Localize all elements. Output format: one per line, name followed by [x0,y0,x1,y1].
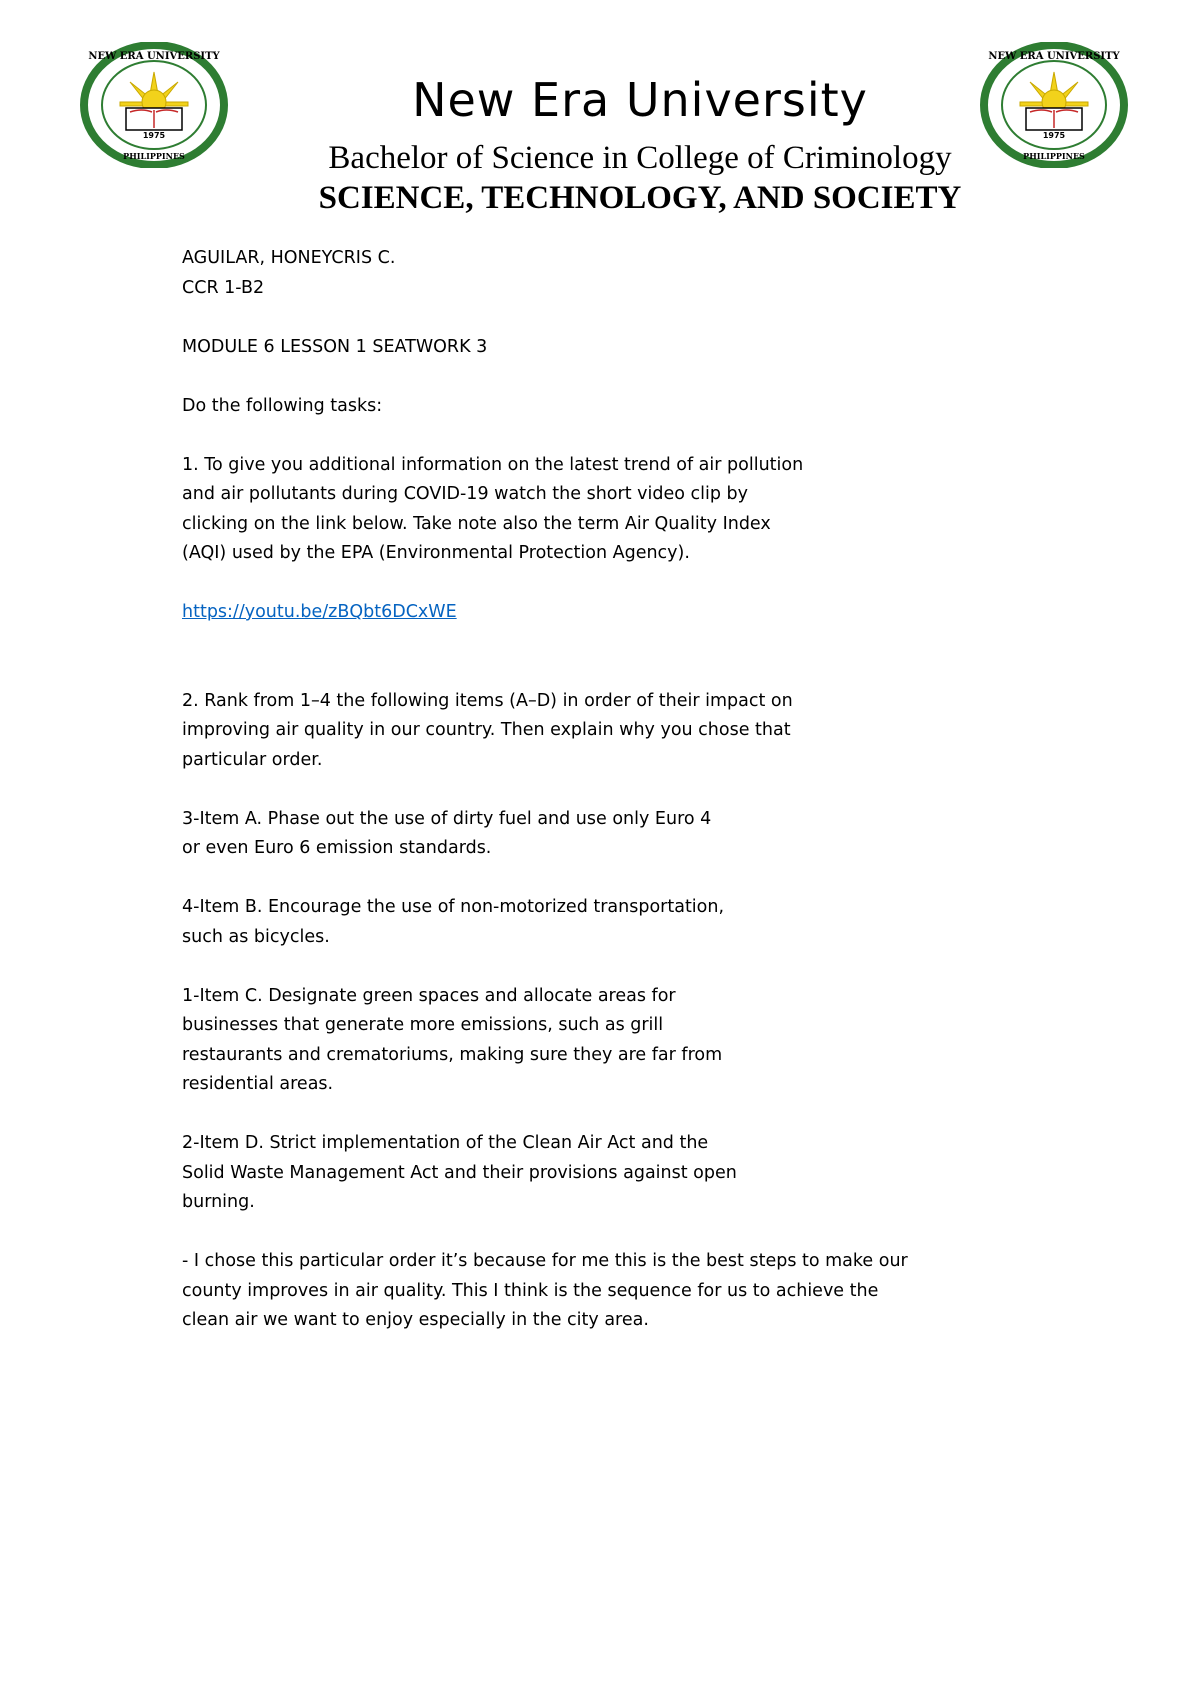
video-link[interactable]: https://youtu.be/zBQbt6DCxWE [182,602,457,622]
explanation-line: - I chose this particular order it’s because for me this is the best steps to make our [182,1251,908,1271]
item-b-line: such as bicycles. [182,926,330,947]
university-name: New Era University [412,73,868,127]
task2-line: particular order. [182,749,323,770]
task1-line: clicking on the link below. Take note also the term Air Quality Index [182,513,771,534]
document-body [182,244,1062,1336]
item-a-line: 3-Item A. Phase out the use of dirty fuel and use only Euro 4 [182,808,712,829]
item-c-line: restaurants and crematoriums, making sure they are far from [182,1044,723,1065]
item-d-line: burning. [182,1192,255,1212]
item-b-line: 4-Item B. Encourage the use of non-motorized transportation, [182,897,725,917]
item-c-line: businesses that generate more emissions, such as grill [182,1015,664,1035]
svg-text:NEW ERA UNIVERSITY: NEW ERA UNIVERSITY [988,51,1120,62]
explanation-line: county improves in air quality. This I think is the sequence for us to achieve the [182,1280,879,1301]
student-name: AGUILAR, HONEYCRIS C. [182,248,396,268]
course-title: SCIENCE, TECHNOLOGY, AND SOCIETY [318,180,962,216]
item-d-line: 2-Item D. Strict implementation of the Clean Air Act and the [182,1133,709,1153]
svg-text:PHILIPPINES: PHILIPPINES [123,151,185,161]
instruction: Do the following tasks: [182,395,383,416]
svg-text:1975: 1975 [142,131,166,140]
task2-line: improving air quality in our country. Then explain why you chose that [182,720,791,740]
item-c-line: 1-Item C. Designate green spaces and allocate areas for [182,985,676,1006]
task1-line: and air pollutants during COVID-19 watch the short video clip by [182,484,748,504]
explanation-line: clean air we want to enjoy especially in the city area. [182,1310,649,1330]
item-d-line: Solid Waste Management Act and their provisions against open [182,1162,737,1183]
task2-line: 2. Rank from 1–4 the following items (A–D) in order of their impact on [182,690,793,711]
item-c-line: residential areas. [182,1074,334,1094]
svg-text:NEW ERA UNIVERSITY: NEW ERA UNIVERSITY [88,51,220,62]
task1-line: (AQI) used by the EPA (Environmental Protection Agency). [182,543,690,563]
item-a-line: or even Euro 6 emission standards. [182,838,492,858]
assignment-title: MODULE 6 LESSON 1 SEATWORK 3 [182,336,488,357]
svg-text:1975: 1975 [1042,131,1066,140]
svg-text:PHILIPPINES: PHILIPPINES [1023,151,1085,161]
task1-line: 1. To give you additional information on the latest trend of air pollution [182,454,804,475]
program-name: Bachelor of Science in College of Criminology [328,140,952,176]
student-section: CCR 1-B2 [182,277,265,298]
